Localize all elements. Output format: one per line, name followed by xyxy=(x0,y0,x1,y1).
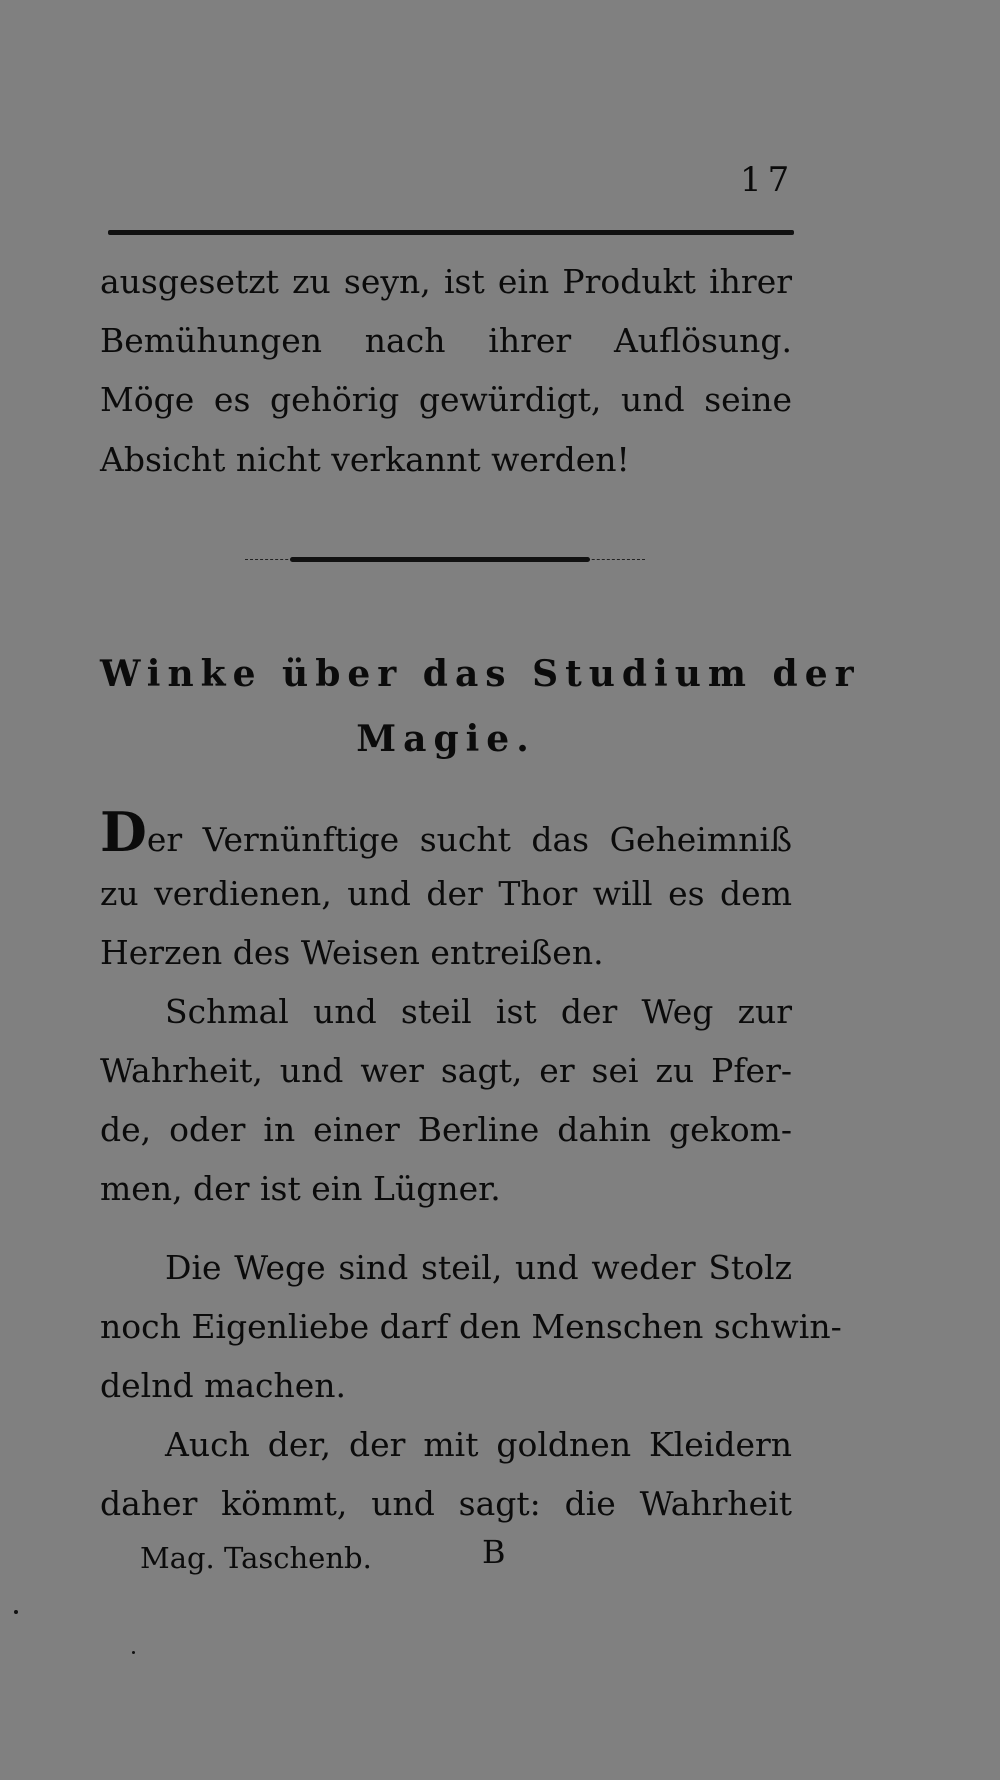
text-line: Herzen des Weisen entreißen. xyxy=(100,933,604,972)
text-line: Die Wege sind steil, und weder Stolz xyxy=(165,1248,792,1287)
text-line: Absicht nicht verkannt werden! xyxy=(100,440,630,479)
text-line: er Vernünftige sucht das Geheimniß xyxy=(146,820,792,859)
text-line: Wahrheit, und wer sagt, er sei zu Pfer- xyxy=(100,1051,792,1090)
gathering-mark: B xyxy=(482,1533,506,1571)
text-line: Möge es gehörig gewürdigt, und seine xyxy=(100,380,792,419)
text-line: daher kömmt, und sagt: die Wahrheit xyxy=(100,1484,792,1523)
text-line: Schmal und steil ist der Weg zur xyxy=(165,992,792,1031)
text-line: delnd machen. xyxy=(100,1366,347,1405)
section-heading-line-2: Magie. xyxy=(356,718,536,760)
print-speck xyxy=(132,1651,135,1654)
section-divider xyxy=(245,557,645,562)
text-line: ausgesetzt zu seyn, ist ein Produkt ihrer xyxy=(100,262,792,301)
signature-mark: Mag. Taschenb. xyxy=(140,1541,372,1575)
text-line: zu verdienen, und der Thor will es dem xyxy=(100,874,792,913)
text-line: de, oder in einer Berline dahin gekom- xyxy=(100,1110,792,1149)
drop-cap: D xyxy=(100,800,147,864)
text-line: noch Eigenliebe darf den Menschen schwin- xyxy=(100,1307,842,1346)
text-line: men, der ist ein Lügner. xyxy=(100,1169,501,1208)
header-rule xyxy=(108,230,794,235)
print-speck xyxy=(14,1610,18,1614)
text-line: Bemühungen nach ihrer Auflösung. xyxy=(100,321,792,360)
divider-bar xyxy=(290,557,590,562)
page-number: 17 xyxy=(740,160,796,200)
text-line: Auch der, der mit goldnen Kleidern xyxy=(165,1425,792,1464)
section-heading-line-1: Winke über das Studium der xyxy=(100,653,861,695)
paragraph-1-line-1 xyxy=(100,800,792,864)
